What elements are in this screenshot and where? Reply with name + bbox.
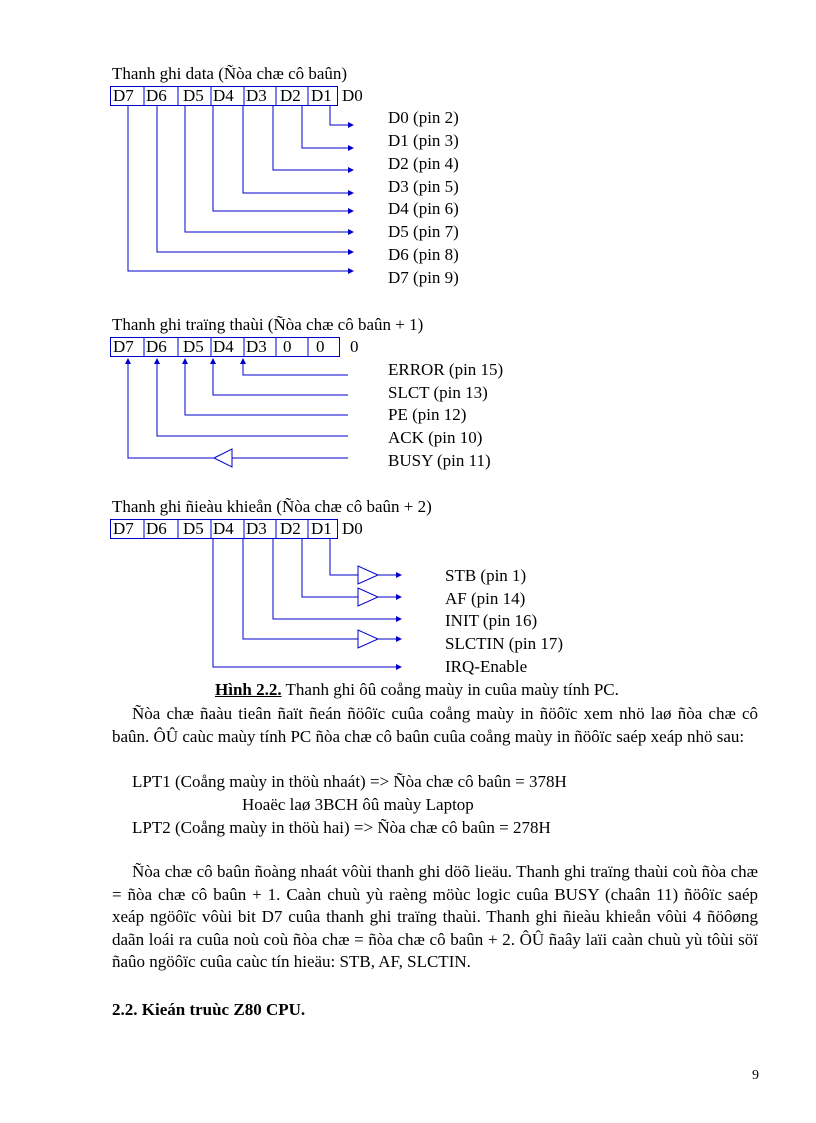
status-bit-d3: D3 [246, 337, 267, 356]
page-number: 9 [752, 1068, 759, 1083]
data-bit-d4: D4 [213, 86, 234, 105]
lpt2-line: LPT2 (Coång maùy in thöù hai) => Ñòa chæ cô baûn = 278H [132, 818, 551, 837]
control-bit-d4: D4 [213, 519, 234, 538]
lpt1-line: LPT1 (Coång maùy in thöù nhaát) => Ñòa chæ cô baûn = 378H [132, 772, 567, 791]
control-bit-d1: D1 [311, 519, 332, 538]
paragraph-base-address: Ñòa chæ ñaàu tieân ñaït ñeán ñöôïc cuûa coång maùy in ñöôïc xem nhö laø ñòa chæ cô baûn. ÔÛ caùc maùy tính PC ñòa chæ cô baûn cuûa coång maùy in ñöôïc saép xeáp nhö sau: [112, 704, 758, 746]
status-in-pe: PE (pin 12) [388, 405, 467, 424]
control-out-af: AF (pin 14) [445, 589, 526, 608]
section-heading: 2.2. Kieán truùc Z80 CPU. [112, 1000, 306, 1019]
data-bit-d3: D3 [246, 86, 267, 105]
data-bit-d6: D6 [146, 86, 167, 105]
data-bit-d7: D7 [113, 86, 134, 105]
control-register-title: Thanh ghi ñieàu khieån (Ñòa chæ cô baûn + 2) [112, 497, 432, 516]
paragraph-register-addresses: Ñòa chæ cô baûn ñoàng nhaát vôùi thanh ghi döõ lieäu. Thanh ghi traïng thaùi coù ñòa chæ = ñòa chæ cô baûn + 1. Caàn chuù yù raèng möùc logic cuûa BUSY (chaân 11) ñöôïc saép xeáp ngöôïc vôùi bit D7 cuûa thanh ghi traïng thaùi. Thanh ghi ñieàu khieån vôùi 4 ñöôøng daãn loái ra cuûa noù coù ñòa chæ = ñòa chæ cô baûn + 2. ÔÛ ñaây laïi caàn chuù yù tôùi söï ñaûo ngöôïc cuûa caùc tín hieäu: STB, AF, SLCTIN. [112, 862, 758, 971]
data-out-d6: D6 (pin 8) [388, 245, 459, 264]
data-out-d1: D1 (pin 3) [388, 131, 459, 150]
control-out-stb: STB (pin 1) [445, 566, 527, 585]
control-out-slctin: SLCTIN (pin 17) [445, 634, 564, 653]
data-out-d7: D7 (pin 9) [388, 268, 459, 287]
data-out-d0: D0 (pin 2) [388, 108, 459, 127]
control-bit-d2: D2 [280, 519, 301, 538]
status-bit-d4: D4 [213, 337, 234, 356]
status-in-ack: ACK (pin 10) [388, 428, 483, 447]
laptop-line: Hoaëc laø 3BCH ôû maùy Laptop [242, 795, 474, 814]
status-in-error: ERROR (pin 15) [388, 360, 504, 379]
status-bit-d5: D5 [183, 337, 204, 356]
data-out-d4: D4 (pin 6) [388, 199, 459, 218]
data-out-d2: D2 (pin 4) [388, 154, 459, 173]
data-bit-d1: D1 [311, 86, 332, 105]
data-register-title: Thanh ghi data (Ñòa chæ cô baûn) [112, 64, 348, 83]
data-out-d3: D3 (pin 5) [388, 177, 459, 196]
control-out-init: INIT (pin 16) [445, 611, 538, 630]
control-out-irq: IRQ-Enable [445, 657, 528, 676]
status-in-slct: SLCT (pin 13) [388, 383, 488, 402]
figure-caption [215, 680, 619, 700]
status-bit-d6: D6 [146, 337, 167, 356]
status-bit-1: 0 [316, 337, 325, 356]
control-bit-d7: D7 [113, 519, 134, 538]
status-bit-2: 0 [283, 337, 292, 356]
data-out-d5: D5 (pin 7) [388, 222, 459, 241]
control-bit-d0: D0 [342, 519, 363, 538]
status-in-busy: BUSY (pin 11) [388, 451, 491, 470]
data-bit-d2: D2 [280, 86, 301, 105]
control-bit-d3: D3 [246, 519, 267, 538]
control-bit-d5: D5 [183, 519, 204, 538]
figure-caption-label: Hình 2.2. [215, 680, 282, 699]
status-bit-d7: D7 [113, 337, 134, 356]
data-bit-d5: D5 [183, 86, 204, 105]
status-bit-0: 0 [350, 337, 359, 356]
control-bit-d6: D6 [146, 519, 167, 538]
data-bit-d0: D0 [342, 86, 363, 105]
figure-caption-text: Thanh ghi ôû coång maùy in cuûa maùy tính PC. [281, 680, 619, 699]
status-register-title: Thanh ghi traïng thaùi (Ñòa chæ cô baûn + 1) [112, 315, 424, 334]
